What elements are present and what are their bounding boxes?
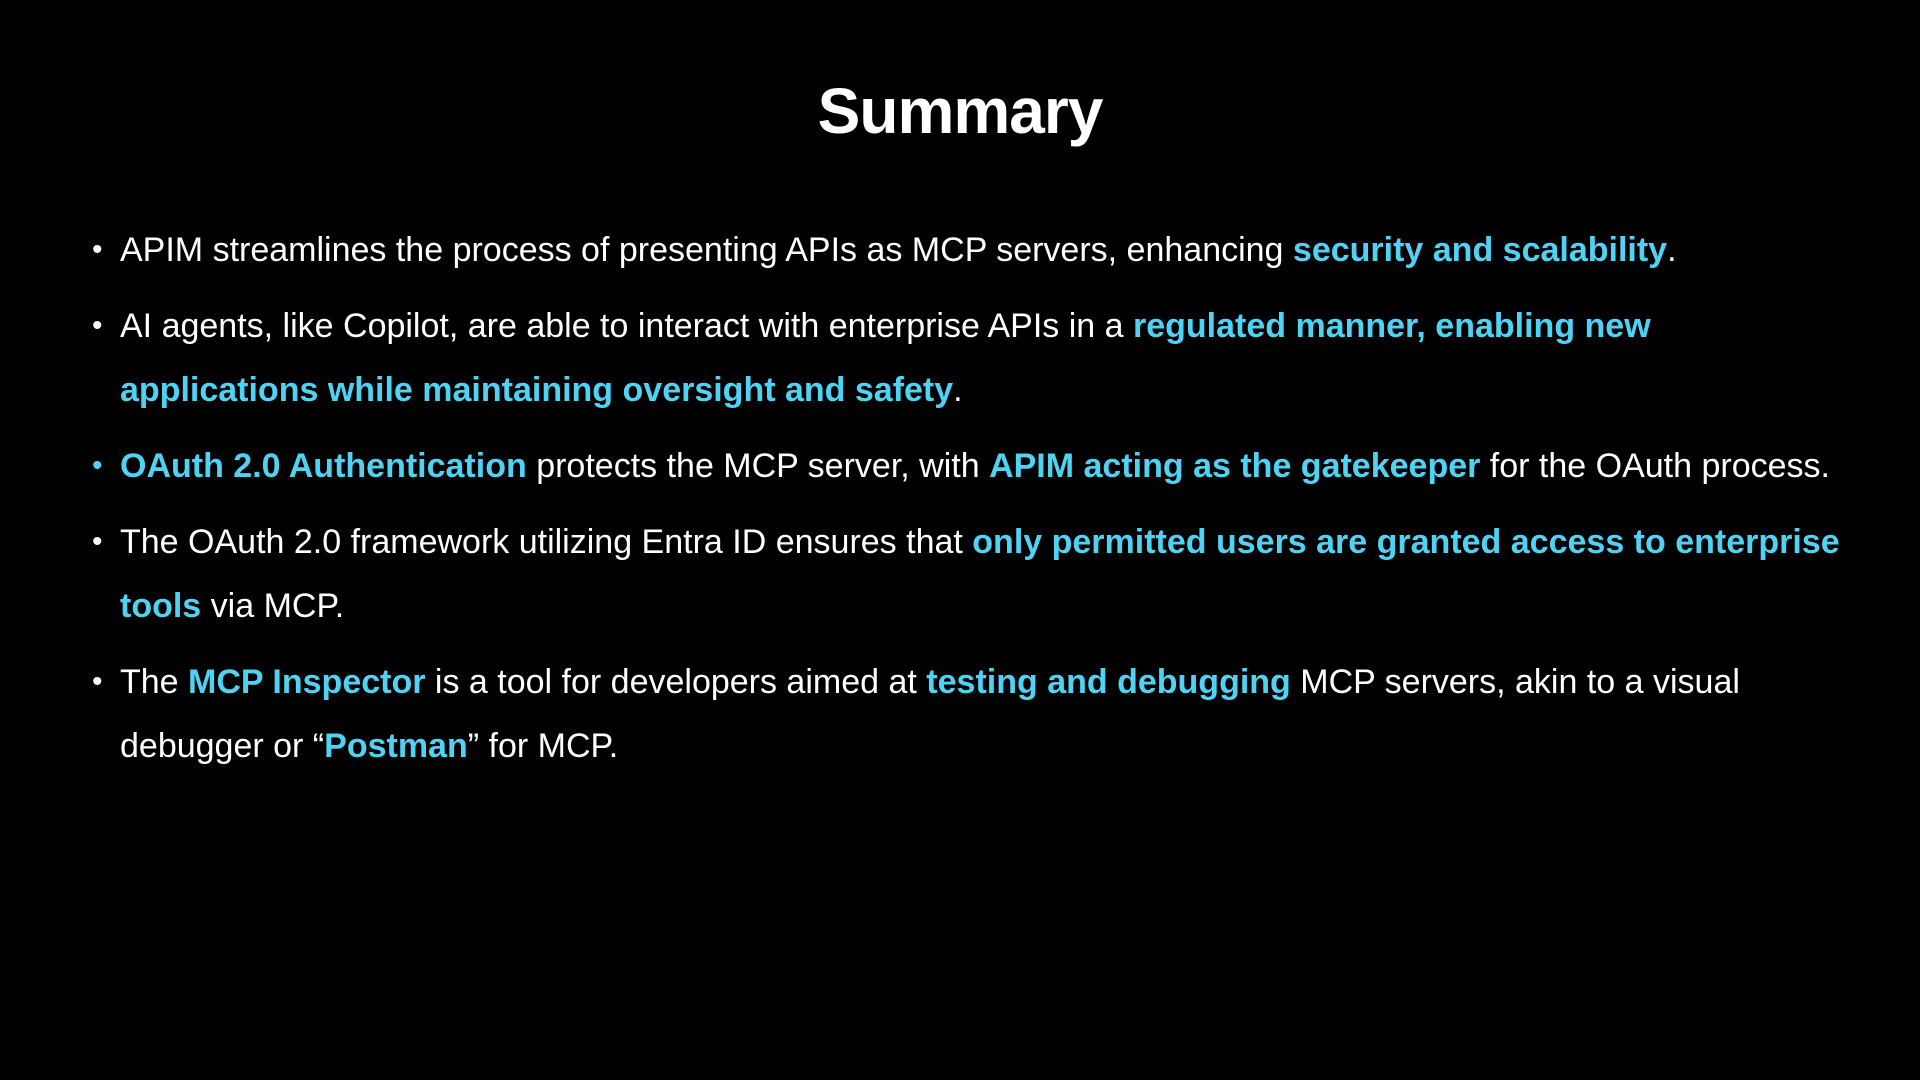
bullet-text: MCP servers, akin to a visual debugger or “ [120, 663, 1740, 765]
bullet-text: for the OAuth process. [1480, 447, 1830, 485]
bullet-text: AI agents, like Copilot, are able to interact with enterprise APIs in a [120, 307, 1133, 345]
bullet-text: . [953, 371, 963, 409]
bullet-marker: • [92, 309, 103, 342]
bullet-item [92, 510, 1852, 638]
highlight-text: security and scalability [1292, 231, 1668, 269]
bullet-marker: • [92, 665, 103, 698]
bullet-text: APIM streamlines the process of presenting APIs as MCP servers, enhancing [120, 231, 1293, 269]
bullet-text: via MCP. [201, 587, 345, 625]
bullet-list [92, 218, 1852, 790]
highlight-text: Postman [324, 727, 468, 765]
highlight-text: regulated manner, enabling new applications while maintaining oversight and safety [120, 307, 1651, 409]
highlight-text: OAuth 2.0 Authentication [120, 447, 527, 485]
bullet-text: ” for MCP. [467, 727, 619, 765]
bullet-text: is a tool for developers aimed at [425, 663, 927, 701]
bullet-marker: • [92, 233, 103, 266]
bullet-text: The OAuth 2.0 framework utilizing Entra ID ensures that [120, 523, 973, 561]
highlight-text: APIM acting as the gatekeeper [989, 447, 1481, 485]
bullet-text: protects the MCP server, with [526, 447, 990, 485]
bullet-marker: • [92, 449, 103, 482]
highlight-text: only permitted users are granted access to enterprise tools [120, 523, 1840, 625]
bullet-item [92, 650, 1852, 778]
highlight-text: testing and debugging [926, 663, 1291, 701]
slide-title: Summary [817, 75, 1103, 147]
bullet-text: The [120, 663, 189, 701]
bullet-text: . [1667, 231, 1677, 269]
bullet-item [92, 294, 1852, 422]
highlight-text: MCP Inspector [188, 663, 426, 701]
bullet-marker: • [92, 525, 103, 558]
bullet-item [92, 218, 1852, 282]
bullet-item [92, 434, 1852, 498]
